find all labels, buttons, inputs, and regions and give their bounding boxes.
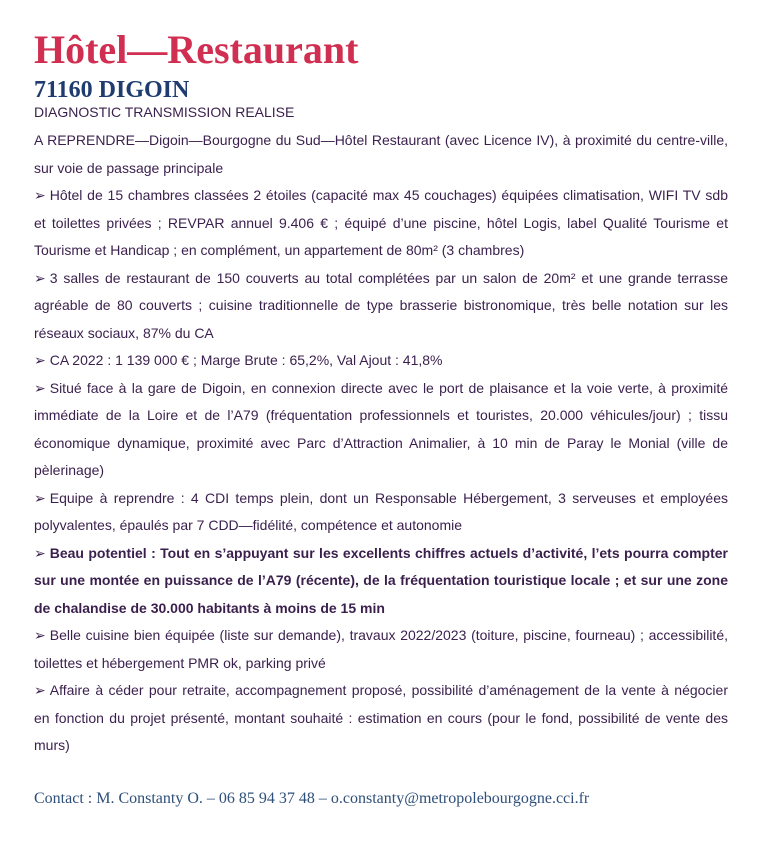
bullet-item [34,265,728,348]
location-heading: 71160 DIGOIN [34,77,190,103]
arrow-bullet-icon: ➢ [34,269,46,286]
bullet-text: Beau potentiel : Tout en s’appuyant sur les excellents chiffres actuels d’activité, l’ets pourra compter sur une montée en puissance de l’A79 (récente), de la fréquentation touristique locale ; et sur une zone de chalandise de 30.000 habitants à moins de 15 min [34,544,728,616]
arrow-bullet-icon: ➢ [34,627,46,643]
bullet-item [34,375,728,485]
arrow-bullet-icon: ➢ [34,682,46,698]
bullet-item [34,182,728,265]
arrow-bullet-icon: ➢ [34,379,46,396]
bullet-text: Equipe à reprendre : 4 CDI temps plein, dont un Responsable Hébergement, 3 serveuses et employées polyvalentes, épaulés par 7 CDD—fidélité, compétence et autonomie [34,489,728,533]
bullet-item [34,622,728,677]
bullet-text: 3 salles de restaurant de 150 couverts au total complétées par un salon de 20m² et une grande terrasse agréable de 80 couverts ; cuisine traditionnelle de type brasserie bistronomique, très belle notation sur les réseaux sociaux, 87% du CA [34,269,728,341]
bullet-item-highlight [34,540,728,623]
bullet-item [34,485,728,540]
bullet-item [34,677,728,760]
contact-line: Contact : M. Constanty O. – 06 85 94 37 48 – o.constanty@metropolebourgogne.cci.fr [34,790,590,807]
arrow-bullet-icon: ➢ [34,489,46,506]
listing-document [34,28,728,760]
subtitle: DIAGNOSTIC TRANSMISSION REALISE [34,104,295,120]
page-title: Hôtel—Restaurant [34,27,359,72]
bullet-text: CA 2022 : 1 139 000 € ; Marge Brute : 65,2%, Val Ajout : 41,8% [49,352,443,368]
arrow-bullet-icon: ➢ [34,544,46,561]
bullet-text: Situé face à la gare de Digoin, en connexion directe avec le port de plaisance et la voie verte, à proximité immédiate de la Loire et de l’A79 (fréquentation professionnels et touristes, 20.000 véhicules/jour) ; tissu économique dynamique, proximité avec Parc d’Attraction Animalier, à 10 min de Paray le Monial (ville de pèlerinage) [34,379,728,478]
bullet-text: Hôtel de 15 chambres classées 2 étoiles (capacité max 45 couchages) équipées climatisation, WIFI TV sdb et toilettes privées ; REVPAR annuel 9.406 € ; équipé d’une piscine, hôtel Logis, label Qualité Tourisme et Tourisme et Handicap ; en complément, un appartement de 80m² (3 chambres) [34,187,728,258]
intro-paragraph: A REPRENDRE—Digoin—Bourgogne du Sud—Hôtel Restaurant (avec Licence IV), à proximité du centre-ville, sur voie de passage principale [34,132,728,176]
bullet-item [34,347,728,375]
bullet-text: Affaire à céder pour retraite, accompagnement proposé, possibilité d’aménagement de la vente à négocier en fonction du projet présenté, montant souhaité : estimation en cours (pour le fond, possibilité de vente des murs) [34,682,728,753]
arrow-bullet-icon: ➢ [34,187,46,203]
arrow-bullet-icon: ➢ [34,352,46,368]
bullet-text: Belle cuisine bien équipée (liste sur demande), travaux 2022/2023 (toiture, piscine, fourneau) ; accessibilité, toilettes et hébergement PMR ok, parking privé [34,627,728,671]
